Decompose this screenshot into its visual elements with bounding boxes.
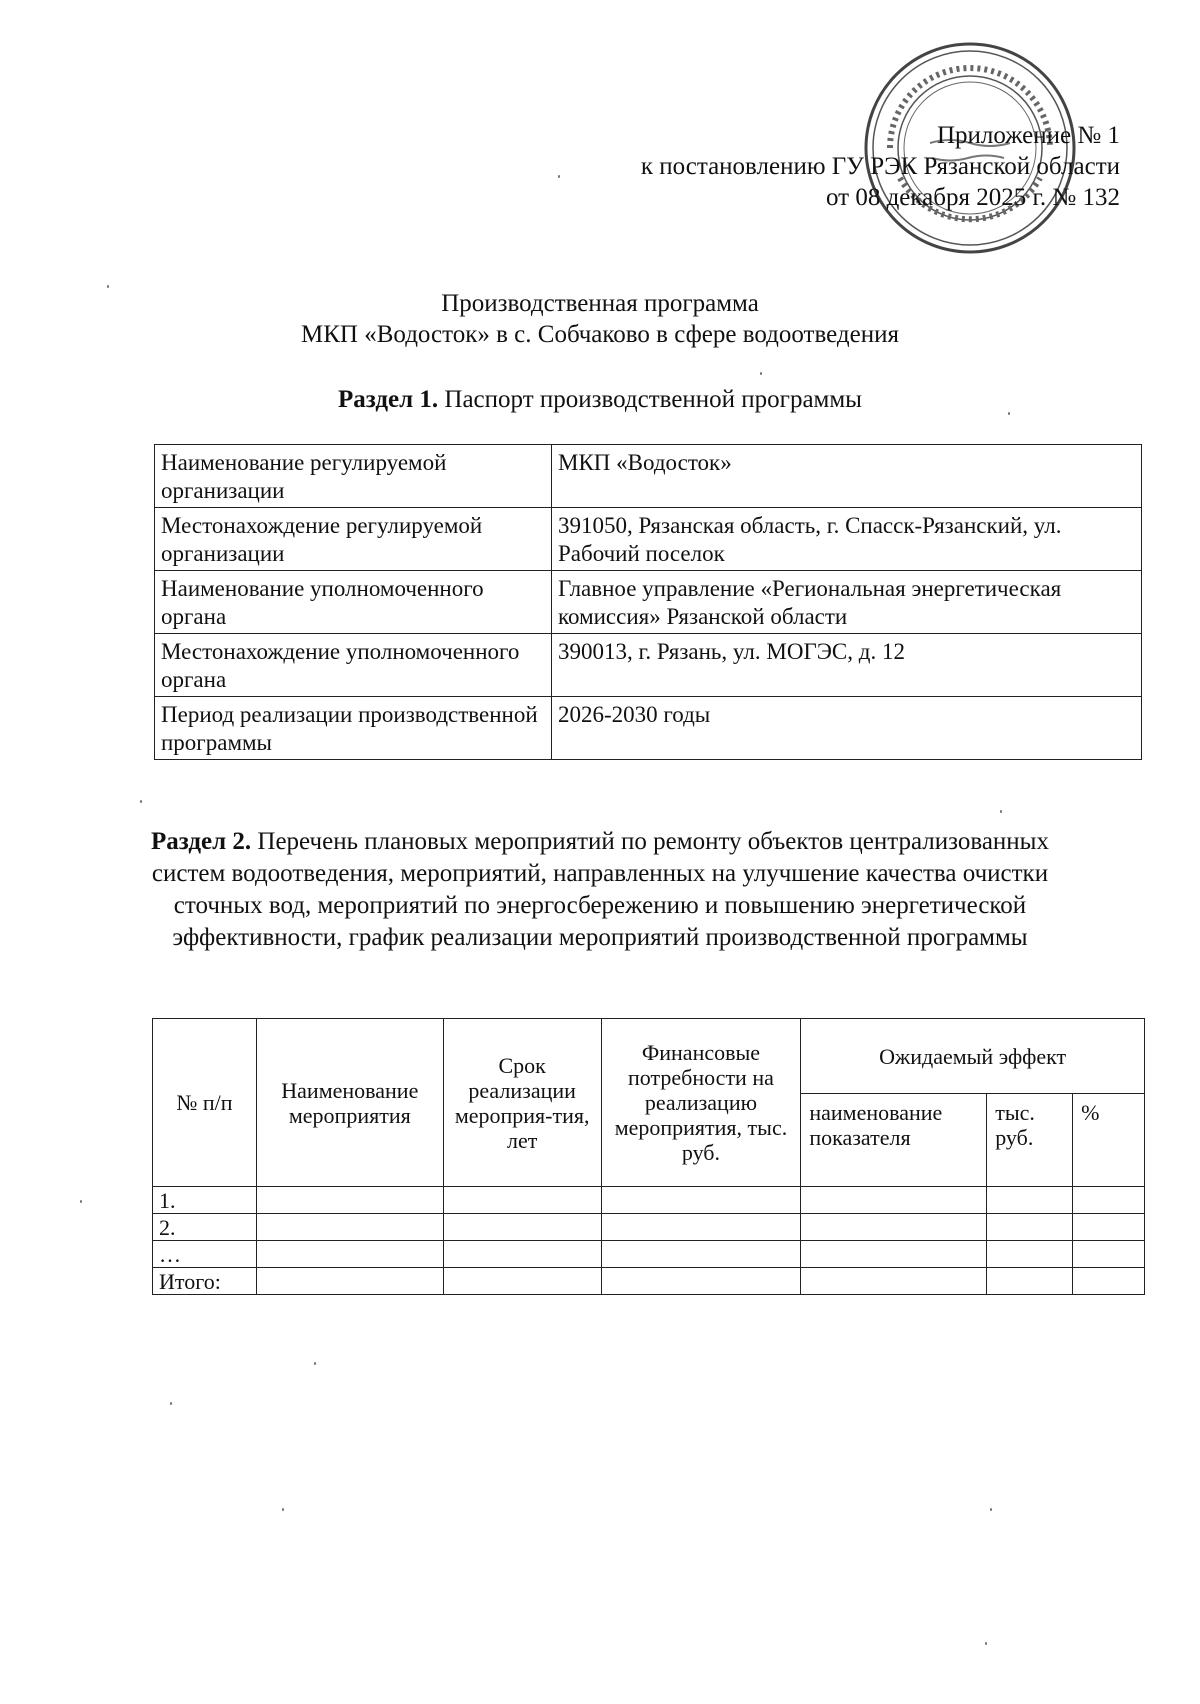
- activities-table: [152, 1018, 1145, 1295]
- table-row: [153, 1214, 1145, 1241]
- scan-speck: [1008, 412, 1010, 415]
- col-effect-indicator: наименование показателя: [801, 1094, 987, 1187]
- passport-label: Наименование регулируемой организации: [155, 445, 552, 508]
- scan-speck: [107, 285, 109, 288]
- section-1-text: Паспорт производственной программы: [438, 386, 862, 413]
- section-1-heading: [0, 386, 1200, 414]
- section-2-heading: [150, 826, 1050, 954]
- row-number: 2.: [153, 1214, 257, 1241]
- passport-value: 390013, г. Рязань, ул. МОГЭС, д. 12: [552, 634, 1142, 697]
- scan-speck: [990, 1508, 992, 1511]
- col-expected-effect: Ожидаемый эффект: [801, 1019, 1145, 1094]
- table-header-row: [153, 1019, 1145, 1094]
- table-row: [155, 697, 1142, 760]
- document-header: [641, 120, 1120, 213]
- section-1-label: Раздел 1.: [338, 386, 439, 413]
- section-2-label: Раздел 2.: [151, 828, 252, 855]
- table-row: [153, 1268, 1145, 1295]
- table-row: [155, 634, 1142, 697]
- passport-value: МКП «Водосток»: [552, 445, 1142, 508]
- passport-label: Местонахождение уполномоченного органа: [155, 634, 552, 697]
- col-number: № п/п: [153, 1019, 257, 1187]
- table-row: [155, 571, 1142, 634]
- scan-speck: [558, 175, 560, 178]
- passport-value: 391050, Рязанская область, г. Спасск-Рязанский, ул. Рабочий поселок: [552, 508, 1142, 571]
- scan-speck: [80, 1200, 82, 1203]
- document-title: [0, 288, 1200, 350]
- scan-speck: [985, 1642, 987, 1645]
- scan-speck: [760, 372, 762, 375]
- scan-speck: [282, 1508, 284, 1511]
- row-number: 1.: [153, 1187, 257, 1214]
- appendix-number: Приложение № 1: [936, 122, 1120, 149]
- scan-speck: [170, 1402, 172, 1405]
- col-finance: Финансовые потребности на реализацию мероприятия, тыс. руб.: [601, 1019, 801, 1187]
- table-row: [153, 1187, 1145, 1214]
- section-2-text: Перечень плановых мероприятий по ремонту объектов централизованных систем водоотведения, мероприятий, направленных на улучшение качества очистки сточных вод, мероприятий по энергосбережению и повышению энергетической эффективности, график реализации мероприятий производственной программы: [151, 828, 1049, 951]
- passport-value: 2026-2030 годы: [552, 697, 1142, 760]
- table-row: [155, 445, 1142, 508]
- row-number: …: [153, 1241, 257, 1268]
- col-effect-rub: тыс. руб.: [987, 1094, 1073, 1187]
- row-total: Итого:: [153, 1268, 257, 1295]
- title-line-2: МКП «Водосток» в с. Собчаково в сфере водоотведения: [301, 321, 899, 348]
- col-activity-name: Наименование мероприятия: [256, 1019, 443, 1187]
- col-effect-percent: %: [1073, 1094, 1145, 1187]
- table-row: [155, 508, 1142, 571]
- scan-speck: [140, 800, 142, 803]
- scan-speck: [1000, 810, 1002, 813]
- passport-label: Местонахождение регулируемой организации: [155, 508, 552, 571]
- passport-value: Главное управление «Региональная энергетическая комиссия» Рязанской области: [552, 571, 1142, 634]
- passport-label: Период реализации производственной программы: [155, 697, 552, 760]
- col-term: Срок реализации мероприя-тия, лет: [443, 1019, 601, 1187]
- resolution-reference: к постановлению ГУ РЭК Рязанской области: [640, 153, 1120, 180]
- resolution-date: от 08 декабря 2025 г. № 132: [825, 184, 1120, 211]
- passport-table: [154, 444, 1142, 760]
- passport-label: Наименование уполномоченного органа: [155, 571, 552, 634]
- table-row: [153, 1241, 1145, 1268]
- title-line-1: Производственная программа: [441, 290, 759, 317]
- scan-speck: [314, 1362, 316, 1365]
